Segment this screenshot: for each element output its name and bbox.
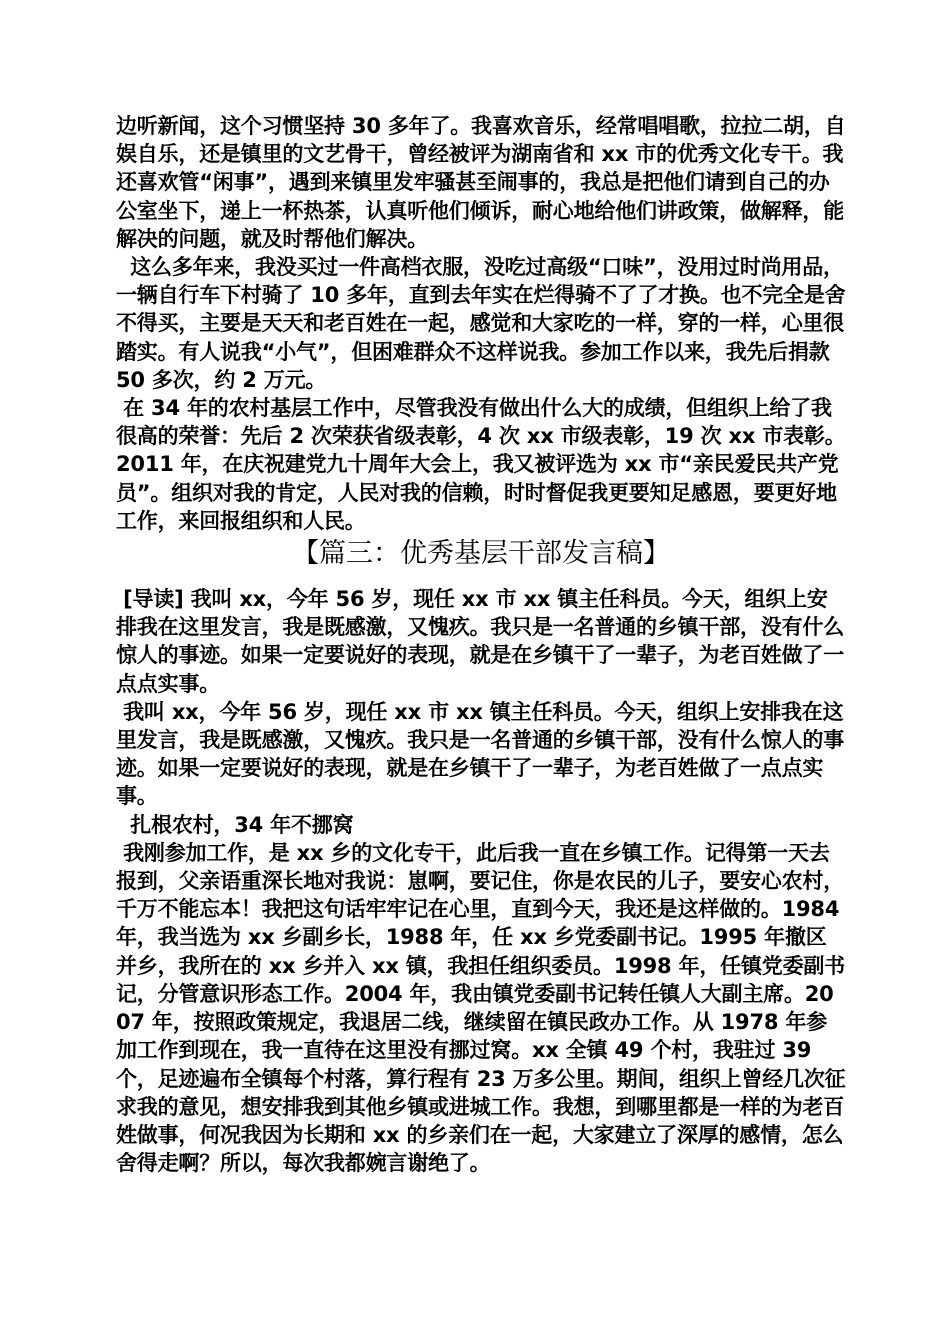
body-paragraph: 我刚参加工作，是 xx 乡的文化专干，此后我一直在乡镇工作。记得第一天去报到，父亲语重深长地对我说：崽啊，要记住，你是农民的儿子，要安心农村，千万不能忘本！我把这句话牢牢记在心里，直到今天，我还是这样做的。1984 年，我当选为 xx 乡副乡长，1988 年，任 xx 乡党委副书记。1995 年撤区并乡，我所在的 xx 乡并入 xx 镇，我担任组织委员。1998 年，任镇党委副书记，分管意识形态工作。2004 年，我由镇党委副书记转任镇人大副主席。2007 年，按照政策规定，我退居二线，继续留在镇民政办工作。从 1978 年参加工作到现在，我一直待在这里没有挪过窝。xx 全镇 49 个村，我驻过 39 个，足迹遍布全镇每个村落，算行程有 23 万多公里。期间，组织上曾经几次征求我的意见，想安排我到其他乡镇或进城工作。我想，到哪里都是一样的为老百姓做事，何况我因为长期和 xx 的乡亲们在一起，大家建立了深厚的感情，怎么舍得走啊？所以，每次我都婉言谢绝了。 xyxy=(116,840,847,1176)
body-paragraph: 我叫 xx，今年 56 岁，现任 xx 市 xx 镇主任科员。今天，组织上安排我在这里发言，我是既感激，又愧疚。我只是一名普通的乡镇干部，没有什么惊人的事迹。如果一定要说好的表现，就是在乡镇干了一辈子，为老百姓做了一点点实事。 xyxy=(116,699,844,809)
body-paragraph: 边听新闻，这个习惯坚持 30 多年了。我喜欢音乐，经常唱唱歌，拉拉二胡，自娱自乐，还是镇里的文艺骨干，曾经被评为湖南省和 xx 市的优秀文化专干。我还喜欢管“闲事”，遇到来镇里发牢骚甚至闹事的，我总是把他们请到自己的办公室坐下，递上一杯热茶，认真听他们倾诉，耐心地给他们讲政策，做解释，能解决的问题，就及时帮他们解决。 xyxy=(116,114,846,251)
intro-paragraph: [导读] 我叫 xx，今年 56 岁，现任 xx 市 xx 镇主任科员。今天，组织上安排我在这里发言，我是既感激，又愧疚。我只是一名普通的乡镇干部，没有什么惊人的事迹。如果一定要说好的表现，就是在乡镇干了一辈子，为老百姓做了一点点实事。 xyxy=(116,587,844,696)
document-page xyxy=(116,112,846,1177)
body-paragraph: 在 34 年的农村基层工作中，尽管我没有做出什么大的成绩，但组织上给了我很高的荣誉：先后 2 次荣获省级表彰，4 次 xx 市级表彰，19 次 xx 市表彰。2011 年，在庆祝建党九十周年大会上，我又被评选为 xx 市“亲民爱民共产党员”。组织对我的肯定，人民对我的信赖，时时督促我更要知足感恩，要更好地工作，来回报组织和人民。 xyxy=(116,396,846,533)
section-heading: 【篇三：优秀基层干部发言稿】 xyxy=(292,538,670,570)
subheading-paragraph: 扎根农村，34 年不挪窝 xyxy=(116,812,354,837)
body-paragraph: 这么多年来，我没买过一件高档衣服，没吃过高级“口味”，没用过时尚用品，一辆自行车下村骑了 10 多年，直到去年实在烂得骑不了了才换。也不完全是舍不得买，主要是天天和老百姓在一起，感觉和大家吃的一样，穿的一样，心里很踏实。有人说我“小气”，但困难群众不这样说我。参加工作以来，我先后捐款 50 多次，约 2 万元。 xyxy=(116,255,846,392)
